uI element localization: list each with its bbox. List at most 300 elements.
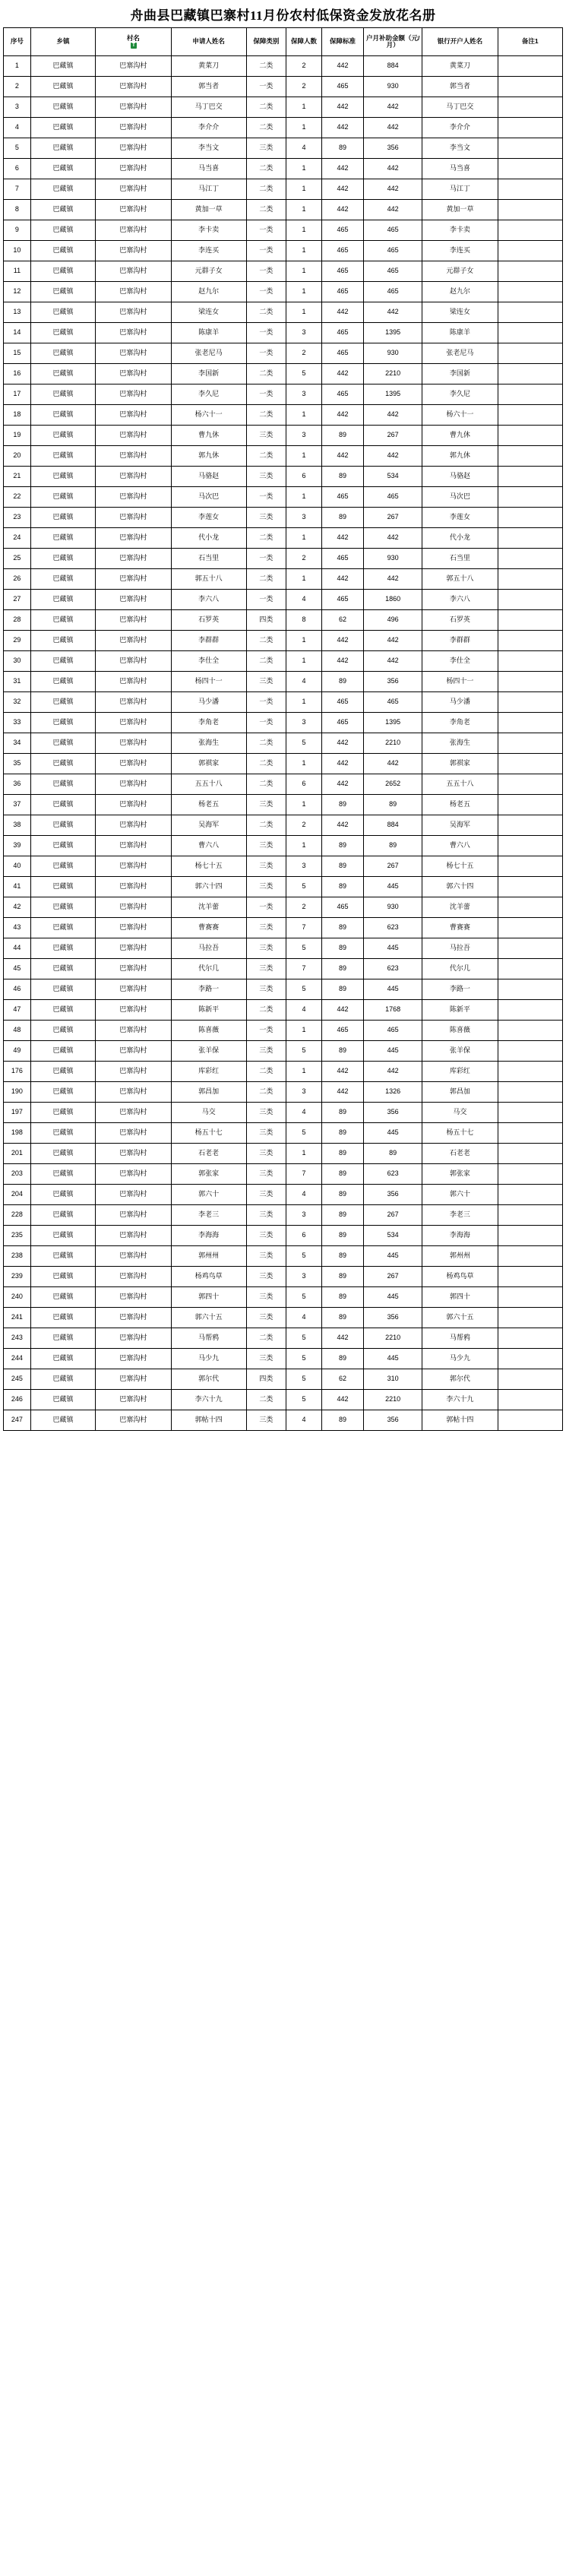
cell-category: 一类 — [246, 77, 286, 97]
table-row — [4, 979, 563, 1000]
cell-bank-name: 郭帖十四 — [422, 1410, 498, 1431]
cell-index: 23 — [4, 508, 31, 528]
cell-town: 巴藏镇 — [30, 815, 95, 836]
cell-applicant: 马交 — [171, 1103, 246, 1123]
table-row — [4, 651, 563, 672]
cell-note — [498, 1349, 563, 1369]
cell-people: 4 — [286, 138, 322, 159]
cell-category: 三类 — [246, 938, 286, 959]
cell-people: 6 — [286, 467, 322, 487]
cell-bank-name: 郭祺家 — [422, 754, 498, 774]
cell-people: 5 — [286, 877, 322, 897]
cell-town: 巴藏镇 — [30, 56, 95, 77]
cell-standard: 89 — [321, 672, 363, 692]
subsidy-table — [3, 27, 563, 1431]
cell-town: 巴藏镇 — [30, 610, 95, 631]
cell-category: 二类 — [246, 405, 286, 426]
cell-standard: 442 — [321, 405, 363, 426]
cell-applicant: 张老尼马 — [171, 343, 246, 364]
cell-standard: 465 — [321, 343, 363, 364]
cell-town: 巴藏镇 — [30, 549, 95, 569]
cell-town: 巴藏镇 — [30, 692, 95, 713]
cell-applicant: 黄加一草 — [171, 200, 246, 220]
cell-village: 巴寨沟村 — [96, 1041, 171, 1062]
table-row — [4, 1226, 563, 1246]
cell-monthly: 310 — [364, 1369, 422, 1390]
cell-index: 32 — [4, 692, 31, 713]
cell-index: 9 — [4, 220, 31, 241]
cell-monthly: 2210 — [364, 364, 422, 385]
cell-bank-name: 郭六十五 — [422, 1308, 498, 1328]
cell-standard: 89 — [321, 138, 363, 159]
cell-category: 三类 — [246, 1410, 286, 1431]
cell-index: 44 — [4, 938, 31, 959]
cell-bank-name: 郭四十 — [422, 1287, 498, 1308]
cell-village: 巴寨沟村 — [96, 1349, 171, 1369]
cell-town: 巴藏镇 — [30, 1308, 95, 1328]
cell-village: 巴寨沟村 — [96, 446, 171, 467]
cell-standard: 89 — [321, 1144, 363, 1164]
cell-bank-name: 代小龙 — [422, 528, 498, 549]
cell-monthly: 884 — [364, 56, 422, 77]
cell-standard: 89 — [321, 938, 363, 959]
cell-town: 巴藏镇 — [30, 1000, 95, 1021]
cell-index: 42 — [4, 897, 31, 918]
table-row — [4, 918, 563, 938]
cell-people: 1 — [286, 1062, 322, 1082]
cell-village: 巴寨沟村 — [96, 467, 171, 487]
cell-town: 巴藏镇 — [30, 856, 95, 877]
cell-people: 1 — [286, 179, 322, 200]
cell-standard: 89 — [321, 1349, 363, 1369]
cell-village: 巴寨沟村 — [96, 200, 171, 220]
cell-category: 一类 — [246, 1021, 286, 1041]
cell-bank-name: 赵九尔 — [422, 282, 498, 302]
cell-people: 1 — [286, 528, 322, 549]
cell-village: 巴寨沟村 — [96, 836, 171, 856]
cell-village: 巴寨沟村 — [96, 651, 171, 672]
cell-people: 3 — [286, 426, 322, 446]
cell-village: 巴寨沟村 — [96, 118, 171, 138]
cell-town: 巴藏镇 — [30, 1123, 95, 1144]
cell-index: 37 — [4, 795, 31, 815]
table-row — [4, 302, 563, 323]
table-row — [4, 1308, 563, 1328]
cell-town: 巴藏镇 — [30, 1164, 95, 1185]
cell-index: 30 — [4, 651, 31, 672]
cell-note — [498, 1144, 563, 1164]
cell-bank-name: 马帮鸦 — [422, 1328, 498, 1349]
cell-people: 2 — [286, 549, 322, 569]
cell-index: 49 — [4, 1041, 31, 1062]
cell-note — [498, 467, 563, 487]
cell-standard: 465 — [321, 241, 363, 261]
table-row — [4, 56, 563, 77]
filter-icon[interactable]: T — [131, 42, 136, 48]
cell-index: 16 — [4, 364, 31, 385]
cell-village: 巴寨沟村 — [96, 528, 171, 549]
cell-monthly: 445 — [364, 1349, 422, 1369]
cell-village: 巴寨沟村 — [96, 1267, 171, 1287]
cell-people: 8 — [286, 610, 322, 631]
cell-note — [498, 897, 563, 918]
cell-applicant: 李国新 — [171, 364, 246, 385]
cell-people: 5 — [286, 364, 322, 385]
cell-applicant: 马江丁 — [171, 179, 246, 200]
cell-town: 巴藏镇 — [30, 959, 95, 979]
cell-note — [498, 97, 563, 118]
cell-people: 5 — [286, 1349, 322, 1369]
cell-monthly: 2210 — [364, 733, 422, 754]
cell-applicant: 陈喜薇 — [171, 1021, 246, 1041]
cell-people: 1 — [286, 241, 322, 261]
cell-applicant: 代尔几 — [171, 959, 246, 979]
cell-monthly: 2652 — [364, 774, 422, 795]
cell-town: 巴藏镇 — [30, 1226, 95, 1246]
table-row — [4, 118, 563, 138]
table-row — [4, 1267, 563, 1287]
cell-index: 22 — [4, 487, 31, 508]
cell-standard: 89 — [321, 1205, 363, 1226]
cell-index: 28 — [4, 610, 31, 631]
cell-category: 二类 — [246, 754, 286, 774]
cell-bank-name: 马少潘 — [422, 692, 498, 713]
cell-category: 二类 — [246, 569, 286, 590]
cell-standard: 442 — [321, 56, 363, 77]
cell-people: 5 — [286, 1369, 322, 1390]
cell-note — [498, 815, 563, 836]
cell-monthly: 442 — [364, 200, 422, 220]
cell-index: 43 — [4, 918, 31, 938]
cell-index: 241 — [4, 1308, 31, 1328]
cell-note — [498, 836, 563, 856]
cell-village: 巴寨沟村 — [96, 672, 171, 692]
cell-category: 一类 — [246, 241, 286, 261]
cell-monthly: 2210 — [364, 1328, 422, 1349]
cell-index: 34 — [4, 733, 31, 754]
cell-note — [498, 118, 563, 138]
table-row — [4, 1185, 563, 1205]
cell-village: 巴寨沟村 — [96, 549, 171, 569]
cell-standard: 442 — [321, 1328, 363, 1349]
cell-bank-name: 李连买 — [422, 241, 498, 261]
cell-monthly: 445 — [364, 877, 422, 897]
cell-bank-name: 曹六八 — [422, 836, 498, 856]
cell-index: 45 — [4, 959, 31, 979]
cell-town: 巴藏镇 — [30, 590, 95, 610]
cell-note — [498, 569, 563, 590]
cell-town: 巴藏镇 — [30, 528, 95, 549]
cell-index: 12 — [4, 282, 31, 302]
cell-standard: 89 — [321, 856, 363, 877]
cell-note — [498, 56, 563, 77]
cell-standard: 465 — [321, 282, 363, 302]
cell-index: 18 — [4, 405, 31, 426]
cell-standard: 442 — [321, 179, 363, 200]
cell-category: 一类 — [246, 261, 286, 282]
cell-monthly: 465 — [364, 261, 422, 282]
table-row — [4, 426, 563, 446]
cell-bank-name: 郭六十四 — [422, 877, 498, 897]
cell-people: 1 — [286, 1021, 322, 1041]
cell-note — [498, 282, 563, 302]
cell-applicant: 石老老 — [171, 1144, 246, 1164]
cell-monthly: 356 — [364, 138, 422, 159]
cell-town: 巴藏镇 — [30, 1205, 95, 1226]
cell-note — [498, 1021, 563, 1041]
cell-monthly: 267 — [364, 508, 422, 528]
cell-note — [498, 1390, 563, 1410]
cell-village: 巴寨沟村 — [96, 569, 171, 590]
cell-bank-name: 张老尼马 — [422, 343, 498, 364]
cell-people: 1 — [286, 487, 322, 508]
cell-category: 三类 — [246, 1144, 286, 1164]
cell-town: 巴藏镇 — [30, 385, 95, 405]
cell-note — [498, 220, 563, 241]
cell-town: 巴藏镇 — [30, 877, 95, 897]
cell-town: 巴藏镇 — [30, 631, 95, 651]
cell-category: 三类 — [246, 795, 286, 815]
cell-monthly: 442 — [364, 159, 422, 179]
column-header-note: 备注1 — [498, 28, 563, 56]
table-row — [4, 1000, 563, 1021]
column-header-category: 保障类别 — [246, 28, 286, 56]
cell-index: 198 — [4, 1123, 31, 1144]
cell-note — [498, 1226, 563, 1246]
cell-town: 巴藏镇 — [30, 1410, 95, 1431]
cell-bank-name: 张海生 — [422, 733, 498, 754]
cell-standard: 465 — [321, 1021, 363, 1041]
table-row — [4, 549, 563, 569]
cell-standard: 89 — [321, 508, 363, 528]
table-row — [4, 815, 563, 836]
cell-bank-name: 郭张家 — [422, 1164, 498, 1185]
cell-monthly: 356 — [364, 1103, 422, 1123]
cell-applicant: 杨七十五 — [171, 856, 246, 877]
cell-town: 巴藏镇 — [30, 1082, 95, 1103]
cell-category: 三类 — [246, 672, 286, 692]
cell-note — [498, 549, 563, 569]
cell-bank-name: 石罗英 — [422, 610, 498, 631]
cell-bank-name: 吴海军 — [422, 815, 498, 836]
cell-standard: 465 — [321, 385, 363, 405]
cell-monthly: 1395 — [364, 385, 422, 405]
table-header — [4, 28, 563, 56]
cell-category: 二类 — [246, 200, 286, 220]
cell-bank-name: 杨四十一 — [422, 672, 498, 692]
cell-bank-name: 库彩红 — [422, 1062, 498, 1082]
cell-bank-name: 陈康羊 — [422, 323, 498, 343]
cell-category: 三类 — [246, 1246, 286, 1267]
cell-monthly: 534 — [364, 467, 422, 487]
cell-applicant: 梁连女 — [171, 302, 246, 323]
cell-applicant: 元群子女 — [171, 261, 246, 282]
cell-bank-name: 李六八 — [422, 590, 498, 610]
cell-note — [498, 1185, 563, 1205]
cell-bank-name: 杨六十一 — [422, 405, 498, 426]
cell-applicant: 马帮鸦 — [171, 1328, 246, 1349]
cell-village: 巴寨沟村 — [96, 1062, 171, 1082]
cell-standard: 442 — [321, 733, 363, 754]
cell-category: 三类 — [246, 836, 286, 856]
cell-town: 巴藏镇 — [30, 302, 95, 323]
cell-note — [498, 405, 563, 426]
cell-category: 二类 — [246, 1082, 286, 1103]
table-row — [4, 877, 563, 897]
cell-applicant: 马少潘 — [171, 692, 246, 713]
cell-index: 29 — [4, 631, 31, 651]
cell-note — [498, 1103, 563, 1123]
table-row — [4, 795, 563, 815]
cell-category: 二类 — [246, 97, 286, 118]
cell-town: 巴藏镇 — [30, 795, 95, 815]
cell-monthly: 89 — [364, 795, 422, 815]
cell-standard: 89 — [321, 877, 363, 897]
cell-index: 201 — [4, 1144, 31, 1164]
cell-people: 4 — [286, 590, 322, 610]
cell-category: 一类 — [246, 282, 286, 302]
cell-people: 1 — [286, 569, 322, 590]
cell-standard: 62 — [321, 1369, 363, 1390]
cell-monthly: 442 — [364, 97, 422, 118]
cell-monthly: 884 — [364, 815, 422, 836]
table-row — [4, 1164, 563, 1185]
cell-note — [498, 1369, 563, 1390]
cell-people: 4 — [286, 1185, 322, 1205]
cell-monthly: 445 — [364, 1123, 422, 1144]
cell-category: 三类 — [246, 959, 286, 979]
cell-monthly: 267 — [364, 856, 422, 877]
page-title: 舟曲县巴藏镇巴寨村11月份农村低保资金发放花名册 — [130, 8, 436, 23]
cell-standard: 89 — [321, 1041, 363, 1062]
cell-monthly: 930 — [364, 343, 422, 364]
cell-bank-name: 郭六十 — [422, 1185, 498, 1205]
cell-bank-name: 马当喜 — [422, 159, 498, 179]
table-row — [4, 959, 563, 979]
cell-monthly: 356 — [364, 1308, 422, 1328]
cell-applicant: 郭六十 — [171, 1185, 246, 1205]
cell-applicant: 石当里 — [171, 549, 246, 569]
cell-note — [498, 631, 563, 651]
cell-applicant: 李群群 — [171, 631, 246, 651]
cell-note — [498, 179, 563, 200]
cell-monthly: 465 — [364, 487, 422, 508]
table-row — [4, 938, 563, 959]
cell-bank-name: 李介介 — [422, 118, 498, 138]
cell-town: 巴藏镇 — [30, 1267, 95, 1287]
cell-category: 三类 — [246, 877, 286, 897]
cell-town: 巴藏镇 — [30, 1349, 95, 1369]
table-row — [4, 385, 563, 405]
cell-bank-name: 马交 — [422, 1103, 498, 1123]
table-row — [4, 1349, 563, 1369]
cell-bank-name: 马江丁 — [422, 179, 498, 200]
cell-bank-name: 李国新 — [422, 364, 498, 385]
cell-category: 四类 — [246, 1369, 286, 1390]
cell-standard: 465 — [321, 487, 363, 508]
cell-village: 巴寨沟村 — [96, 1205, 171, 1226]
table-row — [4, 1144, 563, 1164]
cell-index: 190 — [4, 1082, 31, 1103]
cell-village: 巴寨沟村 — [96, 1082, 171, 1103]
cell-standard: 442 — [321, 159, 363, 179]
cell-bank-name: 李久尼 — [422, 385, 498, 405]
cell-applicant: 陈康羊 — [171, 323, 246, 343]
cell-standard: 442 — [321, 1082, 363, 1103]
table-row — [4, 282, 563, 302]
cell-note — [498, 159, 563, 179]
cell-note — [498, 1164, 563, 1185]
cell-applicant: 杨鸡鸟草 — [171, 1267, 246, 1287]
cell-category: 三类 — [246, 1185, 286, 1205]
table-row — [4, 733, 563, 754]
cell-standard: 442 — [321, 774, 363, 795]
cell-people: 1 — [286, 159, 322, 179]
cell-standard: 465 — [321, 261, 363, 282]
cell-applicant: 五五十八 — [171, 774, 246, 795]
cell-category: 三类 — [246, 426, 286, 446]
cell-applicant: 曹赛赛 — [171, 918, 246, 938]
cell-bank-name: 石当里 — [422, 549, 498, 569]
cell-town: 巴藏镇 — [30, 1246, 95, 1267]
cell-monthly: 623 — [364, 918, 422, 938]
cell-village: 巴寨沟村 — [96, 1287, 171, 1308]
cell-applicant: 李久尼 — [171, 385, 246, 405]
cell-standard: 89 — [321, 979, 363, 1000]
table-row — [4, 364, 563, 385]
cell-monthly: 623 — [364, 1164, 422, 1185]
cell-note — [498, 1123, 563, 1144]
table-row — [4, 713, 563, 733]
cell-category: 二类 — [246, 118, 286, 138]
cell-category: 三类 — [246, 508, 286, 528]
cell-note — [498, 1410, 563, 1431]
cell-standard: 442 — [321, 651, 363, 672]
cell-applicant: 陈新平 — [171, 1000, 246, 1021]
cell-people: 3 — [286, 856, 322, 877]
cell-note — [498, 959, 563, 979]
cell-standard: 89 — [321, 467, 363, 487]
cell-village: 巴寨沟村 — [96, 159, 171, 179]
cell-monthly: 267 — [364, 1267, 422, 1287]
cell-people: 7 — [286, 959, 322, 979]
cell-index: 35 — [4, 754, 31, 774]
cell-index: 6 — [4, 159, 31, 179]
column-header-village[interactable]: 村名 T — [96, 28, 171, 56]
table-row — [4, 774, 563, 795]
cell-note — [498, 918, 563, 938]
cell-category: 三类 — [246, 1164, 286, 1185]
cell-town: 巴藏镇 — [30, 836, 95, 856]
cell-people: 5 — [286, 1123, 322, 1144]
cell-standard: 442 — [321, 302, 363, 323]
cell-village: 巴寨沟村 — [96, 733, 171, 754]
cell-people: 4 — [286, 1103, 322, 1123]
cell-monthly: 442 — [364, 528, 422, 549]
cell-index: 197 — [4, 1103, 31, 1123]
cell-people: 1 — [286, 97, 322, 118]
cell-town: 巴藏镇 — [30, 118, 95, 138]
cell-village: 巴寨沟村 — [96, 1164, 171, 1185]
cell-applicant: 郭尔代 — [171, 1369, 246, 1390]
cell-people: 1 — [286, 446, 322, 467]
cell-town: 巴藏镇 — [30, 569, 95, 590]
cell-applicant: 李路一 — [171, 979, 246, 1000]
cell-standard: 62 — [321, 610, 363, 631]
cell-bank-name: 陈新平 — [422, 1000, 498, 1021]
cell-village: 巴寨沟村 — [96, 1021, 171, 1041]
cell-town: 巴藏镇 — [30, 261, 95, 282]
